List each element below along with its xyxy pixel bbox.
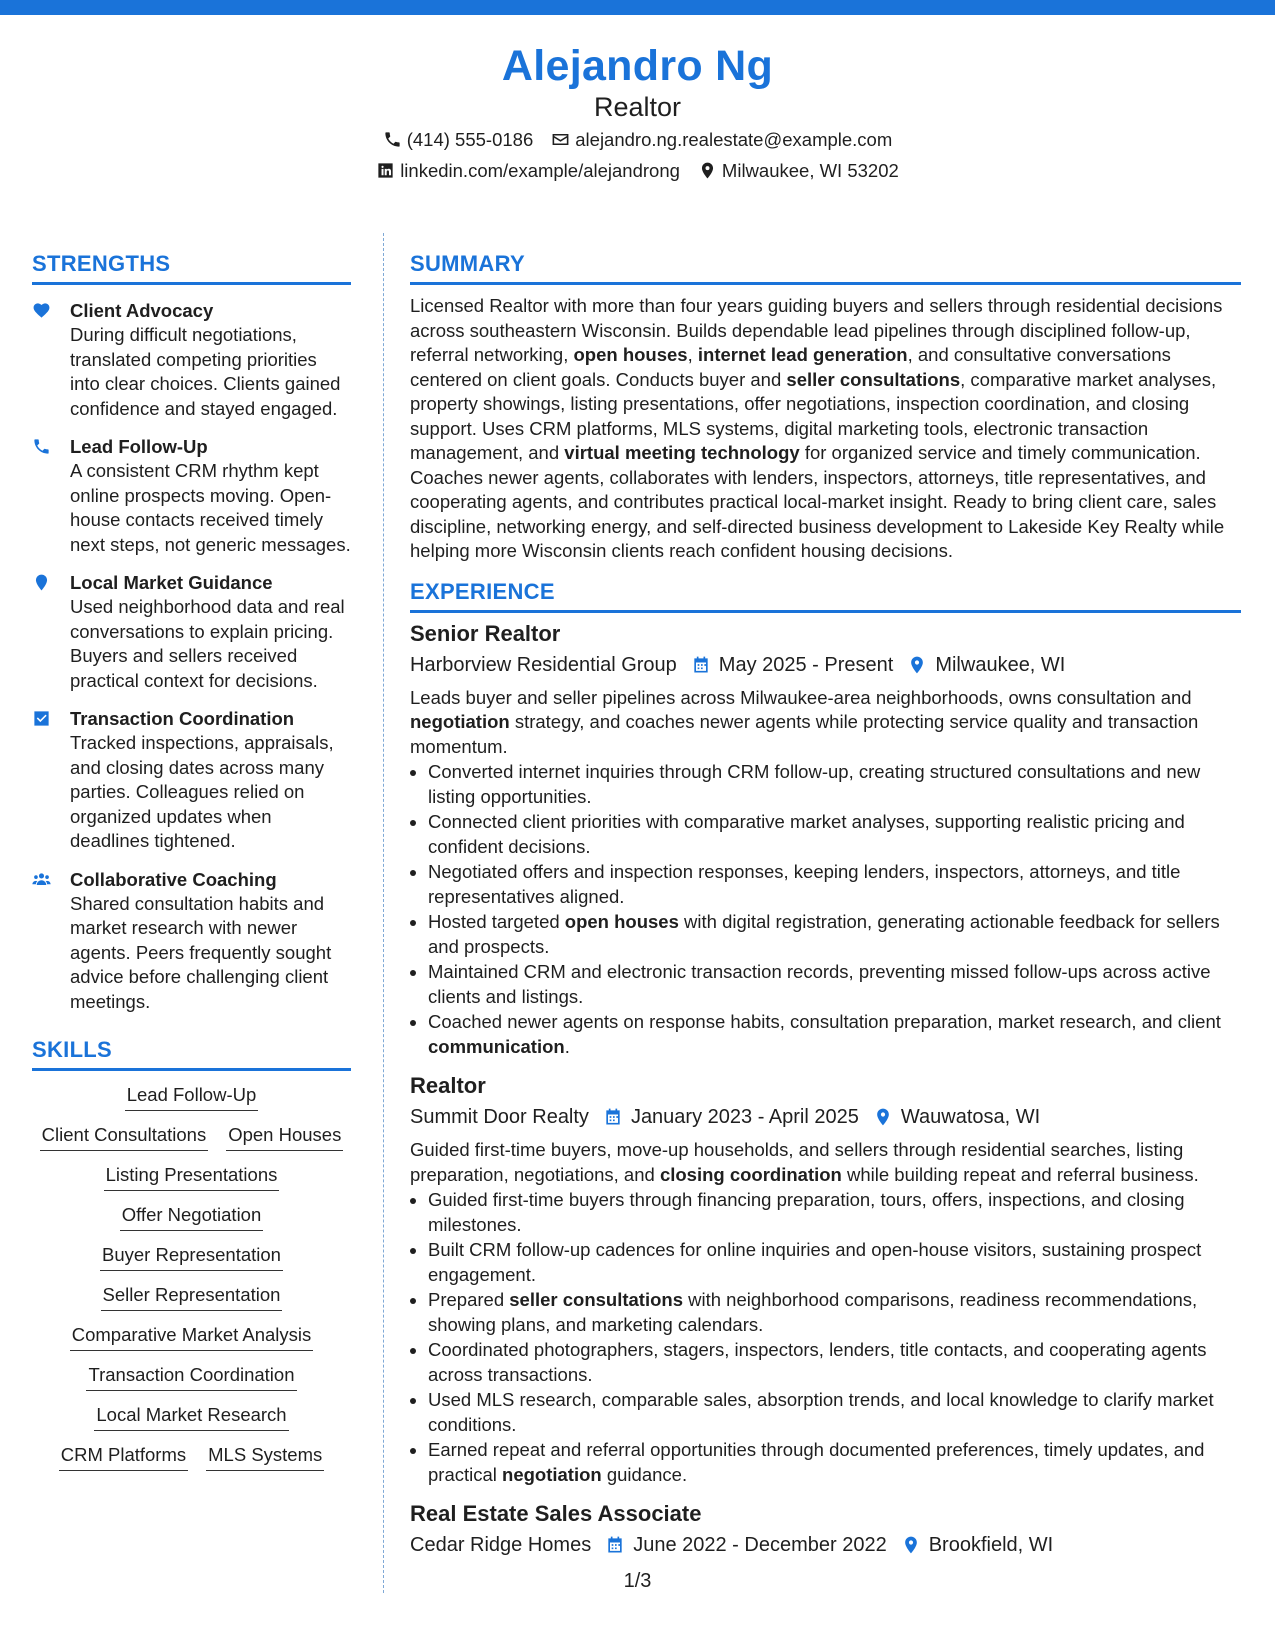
experience-list <box>410 619 1241 1561</box>
text-run: . <box>564 1035 570 1057</box>
job-description <box>410 1138 1241 1187</box>
job-entry <box>410 619 1241 1060</box>
strength-title: Collaborative Coaching <box>70 868 277 890</box>
email-text: alejandro.ng.realestate@example.com <box>575 129 893 150</box>
strength-desc: A consistent CRM rhythm kept online prospects moving. Open-house contacts received timely next steps, not generic messages. <box>70 460 351 555</box>
job-location: Milwaukee, WI <box>935 653 1066 676</box>
skill-tag: MLS Systems <box>206 1442 324 1471</box>
skill-tag: Client Consultations <box>40 1122 209 1151</box>
text-run: with neighborhood comparisons, readiness recommendations, showing plans, and marketing calendars. <box>428 1289 1198 1335</box>
job-entry <box>410 1499 1241 1560</box>
bullet-item <box>428 1288 1241 1337</box>
calendar-icon <box>603 1107 623 1127</box>
strength-desc: During difficult negotiations, translated competing priorities into clear choices. Clients gained confidence and stayed engaged. <box>70 324 341 419</box>
candidate-name: Alejandro Ng <box>501 42 774 90</box>
job-company: Cedar Ridge Homes <box>410 1534 592 1556</box>
left-column <box>32 250 351 1471</box>
contact-row-1 <box>0 124 1275 155</box>
text-run: for organized service and timely communication. Coaches newer agents, collaborates with lenders, inspectors, attorneys, title representatives, and cooperating agents, and contributes practical local-market insight. Ready to bring client care, sales discipline, networking energy, and self-directed business development to Lakeside Key Realty while helping more Wisconsin clients reach confident housing decisions. <box>410 442 1225 561</box>
contact-location <box>698 155 899 186</box>
bold-keyword: negotiation <box>502 1463 602 1485</box>
strength-item <box>32 868 351 1015</box>
job-dates: June 2022 - December 2022 <box>633 1534 887 1556</box>
text-run: Maintained CRM and electronic transaction records, preventing missed follow-ups across active clients and listings. <box>428 961 1211 1007</box>
strength-title: Transaction Coordination <box>70 708 295 729</box>
skill-tag: Local Market Research <box>94 1402 288 1431</box>
text-run: Connected client priorities with comparative market analyses, supporting realistic pricing and confident decisions. <box>428 811 1185 857</box>
skill-tag: Lead Follow-Up <box>125 1082 259 1111</box>
skill-tag: Listing Presentations <box>104 1162 280 1191</box>
text-run: strategy, and coaches newer agents while protecting service quality and transaction momentum. <box>410 711 1199 757</box>
skill-tag: Seller Representation <box>101 1282 283 1311</box>
text-run: Guided first-time buyers through financing preparation, tours, offers, inspections, and closing milestones. <box>428 1189 1185 1235</box>
job-location: Brookfield, WI <box>928 1534 1054 1556</box>
resume-header <box>0 40 1275 186</box>
bold-keyword: internet lead generation <box>697 344 908 365</box>
job-entry <box>410 1071 1241 1487</box>
text-run: Used MLS research, comparable sales, absorption trends, and local knowledge to clarify market conditions. <box>428 1389 1214 1435</box>
text-run: Converted internet inquiries through CRM follow-up, creating structured consultations and new listing opportunities. <box>428 761 1201 807</box>
bullet-item <box>428 860 1241 909</box>
text-run: , and consultative conversations centered on client goals. Conducts buyer and <box>410 344 1171 390</box>
text-run: Negotiated offers and inspection responses, keeping lenders, inspectors, attorneys, and title representatives aligned. <box>428 861 1181 907</box>
experience-heading: EXPERIENCE <box>410 578 1241 613</box>
skill-tag: Buyer Representation <box>100 1242 283 1271</box>
bold-keyword: open houses <box>573 344 688 365</box>
text-run: Built CRM follow-up cadences for online inquiries and open-house visitors, sustaining prospect engagement. <box>428 1239 1202 1285</box>
skill-tag: Open Houses <box>226 1122 343 1151</box>
skills-heading: SKILLS <box>32 1036 351 1071</box>
job-meta <box>410 1530 1241 1560</box>
job-bullets <box>410 1188 1241 1487</box>
bold-keyword: negotiation <box>410 711 510 732</box>
right-column <box>410 250 1241 1560</box>
job-dates: January 2023 - April 2025 <box>630 1106 859 1128</box>
linkedin-icon <box>376 161 395 180</box>
envelope-icon <box>551 130 570 149</box>
skill-row <box>32 1362 351 1391</box>
text-run: while building repeat and referral business. <box>841 1163 1199 1185</box>
summary-heading: SUMMARY <box>410 250 1241 285</box>
skill-row <box>32 1442 351 1471</box>
text-run: Leads buyer and seller pipelines across Milwaukee-area neighborhoods, owns consultation and <box>410 686 1192 708</box>
text-run: Hosted targeted <box>428 911 565 932</box>
bullet-item <box>428 1188 1241 1237</box>
job-dates: May 2025 - Present <box>718 653 894 676</box>
bullet-item <box>428 760 1241 809</box>
job-company: Summit Door Realty <box>410 1106 589 1128</box>
job-title: Realtor <box>410 1073 486 1098</box>
text-run: Licensed Realtor with more than four years guiding buyers and sellers through residential decisions across southeastern Wisconsin. Builds dependable lead pipelines through disciplined follow-up, referral networking, <box>410 295 1223 365</box>
bullet-item <box>428 1338 1241 1387</box>
bullet-item <box>428 1010 1241 1059</box>
bold-keyword: seller consultations <box>786 368 961 390</box>
column-divider <box>383 233 384 1593</box>
bullet-item <box>428 810 1241 859</box>
bullet-item <box>428 1238 1241 1287</box>
text-run: , comparative market analyses, property showings, listing presentations, offer negotiations, inspection coordination, and closing support. Uses CRM platforms, MLS systems, digital marketing tools, electronic transaction management, and <box>410 368 1217 463</box>
job-meta <box>410 650 1241 680</box>
page-number: 1/3 <box>623 1570 652 1592</box>
job-title: Senior Realtor <box>410 620 561 646</box>
text-run: guidance. <box>601 1463 688 1485</box>
contact-row-2 <box>0 155 1275 186</box>
text-run: Earned repeat and referral opportunities through documented preferences, timely updates, and practical <box>428 1439 1205 1485</box>
contact-email[interactable] <box>551 124 892 155</box>
text-run: Prepared <box>428 1289 510 1310</box>
calendar-icon <box>605 1535 625 1555</box>
job-company: Harborview Residential Group <box>410 653 677 676</box>
users-icon <box>32 870 51 889</box>
skill-tag: Offer Negotiation <box>120 1202 264 1231</box>
phone-icon <box>32 437 51 456</box>
map-pin-icon <box>901 1535 921 1555</box>
skill-row <box>32 1122 351 1151</box>
bullet-item <box>428 910 1241 959</box>
skill-row <box>32 1282 351 1311</box>
skill-row <box>32 1082 351 1111</box>
bold-keyword: virtual meeting technology <box>564 442 800 463</box>
bold-keyword: open houses <box>564 911 679 932</box>
strength-item <box>32 571 351 693</box>
phone-text: (414) 555-0186 <box>406 129 534 150</box>
phone-icon <box>383 130 402 149</box>
bold-keyword: seller consultations <box>509 1289 683 1310</box>
job-title: Real Estate Sales Associate <box>410 1501 702 1526</box>
strength-title: Local Market Guidance <box>70 572 273 593</box>
strength-desc: Shared consultation habits and market research with newer agents. Peers frequently sought advice before challenging client meetings. <box>70 892 332 1012</box>
skill-row <box>32 1242 351 1271</box>
strengths-list <box>32 299 351 1014</box>
skill-row <box>32 1322 351 1351</box>
map-pin-icon <box>698 161 717 180</box>
strength-item <box>32 299 351 421</box>
text-run: Coordinated photographers, stagers, inspectors, lenders, title contacts, and cooperating agents across transactions. <box>428 1339 1207 1385</box>
skill-row <box>32 1162 351 1191</box>
job-location: Wauwatosa, WI <box>900 1106 1041 1128</box>
bullet-item <box>428 1388 1241 1437</box>
strength-title: Client Advocacy <box>70 300 214 321</box>
job-meta <box>410 1102 1241 1132</box>
bullet-item <box>428 1438 1241 1487</box>
skill-tag: CRM Platforms <box>59 1442 188 1471</box>
summary-text <box>410 294 1241 564</box>
skill-tag: Transaction Coordination <box>86 1362 296 1391</box>
strength-title: Lead Follow-Up <box>70 436 208 457</box>
strength-desc: Used neighborhood data and real conversations to explain pricing. Buyers and sellers received practical context for decisions. <box>70 596 345 691</box>
heart-icon <box>32 301 51 320</box>
bullet-item <box>428 960 1241 1009</box>
skills-list <box>32 1082 351 1471</box>
text-run: Guided first-time buyers, move-up households, and sellers through residential searches, listing preparation, negotiations, and <box>410 1139 1184 1185</box>
strength-desc: Tracked inspections, appraisals, and closing dates across many parties. Colleagues relied on organized updates when deadlines tightened. <box>70 732 334 851</box>
text-run: Coached newer agents on response habits, consultation preparation, market research, and client <box>428 1011 1221 1032</box>
skill-row <box>32 1202 351 1231</box>
map-pin-icon <box>873 1107 893 1127</box>
contact-phone <box>383 124 534 155</box>
skill-tag: Comparative Market Analysis <box>70 1322 314 1351</box>
text-run: with digital registration, generating actionable feedback for sellers and prospects. <box>428 911 1220 957</box>
linkedin-text: linkedin.com/example/alejandrong <box>400 160 680 181</box>
candidate-role: Realtor <box>593 92 682 122</box>
top-accent-bar <box>0 0 1275 15</box>
strength-item <box>32 435 351 557</box>
text-run: , <box>687 344 698 365</box>
map-pin-icon <box>907 655 927 675</box>
strengths-heading: STRENGTHS <box>32 250 351 285</box>
contact-linkedin[interactable] <box>376 155 680 186</box>
calendar-icon <box>691 655 711 675</box>
bold-keyword: closing coordination <box>659 1163 842 1185</box>
job-bullets <box>410 760 1241 1059</box>
checkbox-icon <box>32 709 51 728</box>
strength-item <box>32 707 351 854</box>
map-pin-icon <box>32 573 51 592</box>
job-description <box>410 686 1241 760</box>
skill-row <box>32 1402 351 1431</box>
bold-keyword: communication <box>428 1035 565 1057</box>
location-text: Milwaukee, WI 53202 <box>721 160 899 181</box>
